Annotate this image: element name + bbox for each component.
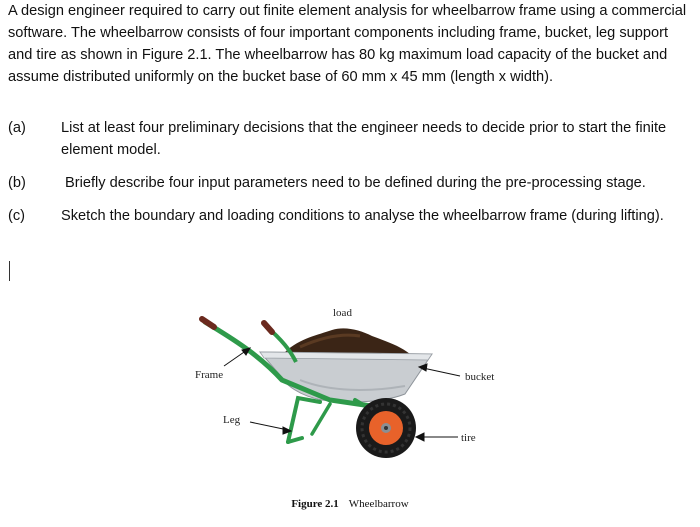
label-bucket: bucket [465,371,495,383]
soil-load [285,328,410,354]
question-b-label: (b) [8,175,26,191]
question-c-text: Sketch the boundary and loading conditions to analyse the wheelbarrow frame (during lifting). [61,208,664,224]
question-b-text: Briefly describe four input parameters need to be defined during the pre-processing stage. [65,175,646,191]
wheelbarrow-figure [0,290,700,527]
question-c-label: (c) [8,208,26,224]
label-leg: Leg [223,414,241,426]
caption-text: Wheelbarrow [348,498,409,510]
leg [288,398,320,442]
label-tire: tire [461,432,476,444]
text-cursor[interactable] [9,261,10,281]
problem-statement: A design engineer required to carry out finite element analysis for wheelbarrow frame using a commercial software. The wheelbarrow consists of four important components including frame, bucket, leg support and tire as shown in Figure 2.1. The wheelbarrow has 80 kg maximum load capacity of the bucket and assume distributed uniformly on the bucket base of 60 mm x 45 mm (length x width). [8,3,687,85]
label-load: load [333,307,352,319]
figure-caption [0,498,700,510]
label-frame: Frame [195,369,224,381]
question-a-text: List at least four preliminary decisions that the engineer needs to decide prior to start the finite element model. [61,120,667,158]
caption-number: Figure 2.1 [291,498,339,510]
question-a-label: (a) [8,120,26,136]
